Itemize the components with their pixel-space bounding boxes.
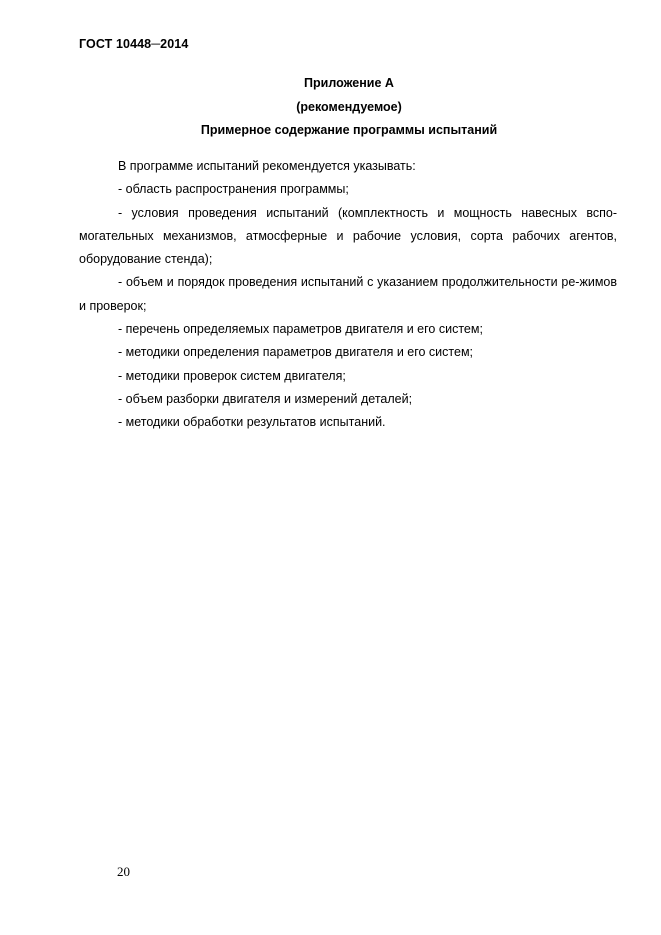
list-item: - условия проведения испытаний (комплектность и мощность навесных вспо-могательных механизмов, атмосферные и рабочие условия, сорта рабочих агентов, оборудование стенда); xyxy=(79,205,617,267)
list-item: - методики проверок систем двигателя; xyxy=(118,368,346,383)
appendix-subtitle: Примерное содержание программы испытаний xyxy=(200,123,498,137)
list-item: - область распространения программы; xyxy=(118,182,349,197)
document-code: ГОСТ 10448─2014 xyxy=(79,37,189,51)
list-item: - объем и порядок проведения испытаний с указанием продолжительности ре-жимов и проверок; xyxy=(79,275,617,313)
list-item: - методики определения параметров двигателя и его систем; xyxy=(118,345,474,360)
document-body xyxy=(79,155,617,435)
list-item: - перечень определяемых параметров двигателя и его систем; xyxy=(118,322,483,337)
appendix-status: (рекомендуемое) xyxy=(296,100,402,114)
list-item: - методики обработки результатов испытаний. xyxy=(118,415,386,430)
list-item: - объем разборки двигателя и измерений деталей; xyxy=(118,391,413,406)
intro-paragraph: В программе испытаний рекомендуется указывать: xyxy=(118,159,416,173)
page-number: 20 xyxy=(117,864,130,879)
appendix-title: Приложение А xyxy=(304,76,394,90)
